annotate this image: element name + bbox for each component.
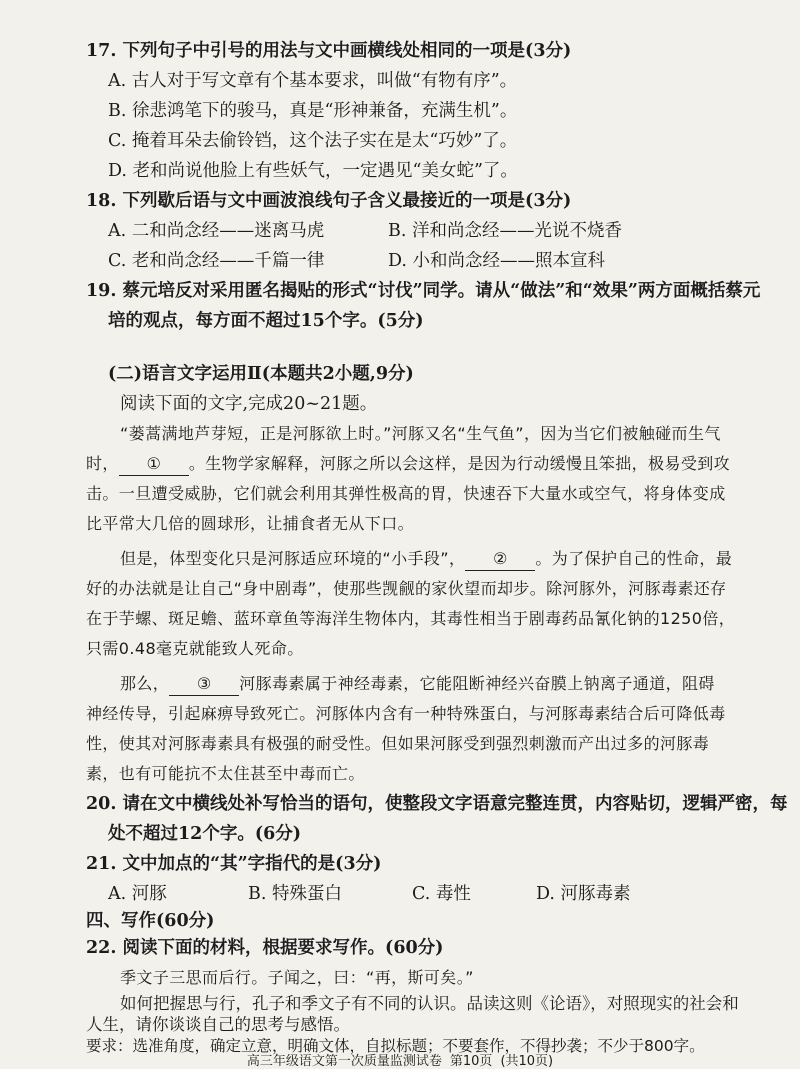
q17-option-b: B. 徐悲鸿笔下的骏马，真是“形神兼备，充满生机”。	[108, 101, 518, 121]
footer-total-pages: (共10页)	[500, 1054, 554, 1069]
passage-p1-line1: “蒌蒿满地芦芽短，正是河豚欲上时。”河豚又名“生气鱼”，因为当它们被触碰而生气	[120, 424, 721, 443]
q22-paragraph-line1: 如何把握思与行，孔子和季文子有不同的认识。品读这则《论语》，对照现实的社会和	[120, 994, 739, 1013]
q18-stem: 18. 下列歇后语与文中画波浪线句子含义最接近的一项是(3分)	[86, 191, 572, 211]
q19-line2: 培的观点，每方面不超过15个字。(5分)	[108, 311, 424, 331]
passage-p2-line2: 好的办法就是让自己“身中剧毒”，使那些觊觎的家伙望而却步。除河豚外，河豚毒素还存	[86, 579, 727, 598]
q22-paragraph-line2: 人生，请你谈谈自己的思考与感悟。	[86, 1015, 350, 1034]
q20-line1: 20. 请在文中横线处补写恰当的语句，使整段文字语意完整连贯，内容贴切，逻辑严密，每	[86, 794, 788, 814]
blank-1: ①	[119, 453, 189, 476]
passage-p3-line1-start: 那么，	[120, 674, 170, 693]
q18-option-c: C. 老和尚念经——千篇一律	[108, 251, 325, 271]
blank-3: ③	[169, 673, 239, 696]
passage-p1-line2	[86, 453, 730, 476]
passage-p2-line1	[120, 548, 732, 571]
passage-p1-line2-start: 时，	[86, 454, 119, 473]
q21-option-a: A. 河豚	[108, 884, 167, 904]
passage-p2-line3: 在于芋螺、斑足蟾、蓝环章鱼等海洋生物体内，其毒性相当于剧毒药品氰化钠的1250倍，	[86, 609, 736, 628]
q21-option-b: B. 特殊蛋白	[248, 884, 342, 904]
q22-requirements: 要求：选准角度，确定立意，明确文体，自拟标题；不要套作，不得抄袭；不少于800字。	[86, 1037, 705, 1055]
passage-p1-line3: 击。一旦遭受威胁，它们就会利用其弹性极高的胃，快速吞下大量水或空气，将身体变成	[86, 484, 726, 503]
footer-exam-title: 高三年级语文第一次质量监测试卷	[246, 1054, 442, 1069]
q19-line1: 19. 蔡元培反对采用匿名揭贴的形式“讨伐”同学。请从“做法”和“效果”两方面概括蔡元	[86, 281, 761, 301]
passage-p3-line4: 素，也有可能抗不太住甚至中毒而亡。	[86, 764, 365, 783]
passage-p1-line2-end: 。生物学家解释，河豚之所以会这样，是因为行动缓慢且笨拙，极易受到攻	[188, 454, 731, 473]
section2-intro: 阅读下面的文字,完成20~21题。	[120, 394, 378, 414]
q21-option-c: C. 毒性	[412, 884, 471, 904]
q18-option-a: A. 二和尚念经——迷离马虎	[108, 221, 325, 241]
section2-title: (二)语言文字运用Ⅱ(本题共2小题,9分)	[108, 364, 414, 384]
q17-option-d: D. 老和尚说他脸上有些妖气，一定遇见“美女蛇”了。	[108, 161, 518, 181]
q18-option-d: D. 小和尚念经——照本宣科	[388, 251, 606, 271]
q17-stem: 17. 下列句子中引号的用法与文中画横线处相同的一项是(3分)	[86, 41, 572, 61]
passage-p3-line2: 神经传导，引起麻痹导致死亡。河豚体内含有一种特殊蛋白，与河豚毒素结合后可降低毒	[86, 704, 726, 723]
passage-p2-line1-start: 但是，体型变化只是河豚适应环境的“小手段”，	[120, 549, 466, 568]
page-footer	[0, 1050, 800, 1069]
footer-page-number: 第10页	[449, 1054, 493, 1069]
q21-option-d: D. 河豚毒素	[536, 884, 631, 904]
passage-p2-line4: 只需0.48毫克就能致人死命。	[86, 639, 304, 658]
q20-line2: 处不超过12个字。(6分)	[108, 824, 302, 844]
q18-option-b: B. 洋和尚念经——光说不烧香	[388, 221, 622, 241]
passage-p2-line1-end: 。为了保护自己的性命，最	[535, 549, 733, 568]
q22-quote: 季文子三思而后行。子闻之，曰：“再，斯可矣。”	[120, 968, 474, 987]
q17-option-a: A. 古人对于写文章有个基本要求，叫做“有物有序”。	[108, 71, 518, 91]
q22-stem: 22. 阅读下面的材料，根据要求写作。(60分)	[86, 938, 444, 958]
q17-option-c: C. 掩着耳朵去偷铃铛，这个法子实在是太“巧妙”了。	[108, 131, 518, 151]
passage-p3-line1-end: 河豚毒素属于神经毒素，它能阻断神经兴奋膜上钠离子通道，阻碍	[239, 674, 715, 693]
passage-p3-line3: 性，使其对河豚毒素具有极强的耐受性。但如果河豚受到强烈刺激而产出过多的河豚毒	[86, 734, 710, 753]
passage-p1-line4: 比平常大几倍的圆球形，让捕食者无从下口。	[86, 514, 415, 533]
blank-2: ②	[465, 548, 535, 571]
section4-title: 四、写作(60分)	[86, 911, 215, 931]
passage-p3-line1	[120, 673, 715, 696]
q21-stem: 21. 文中加点的“其”字指代的是(3分)	[86, 854, 382, 874]
